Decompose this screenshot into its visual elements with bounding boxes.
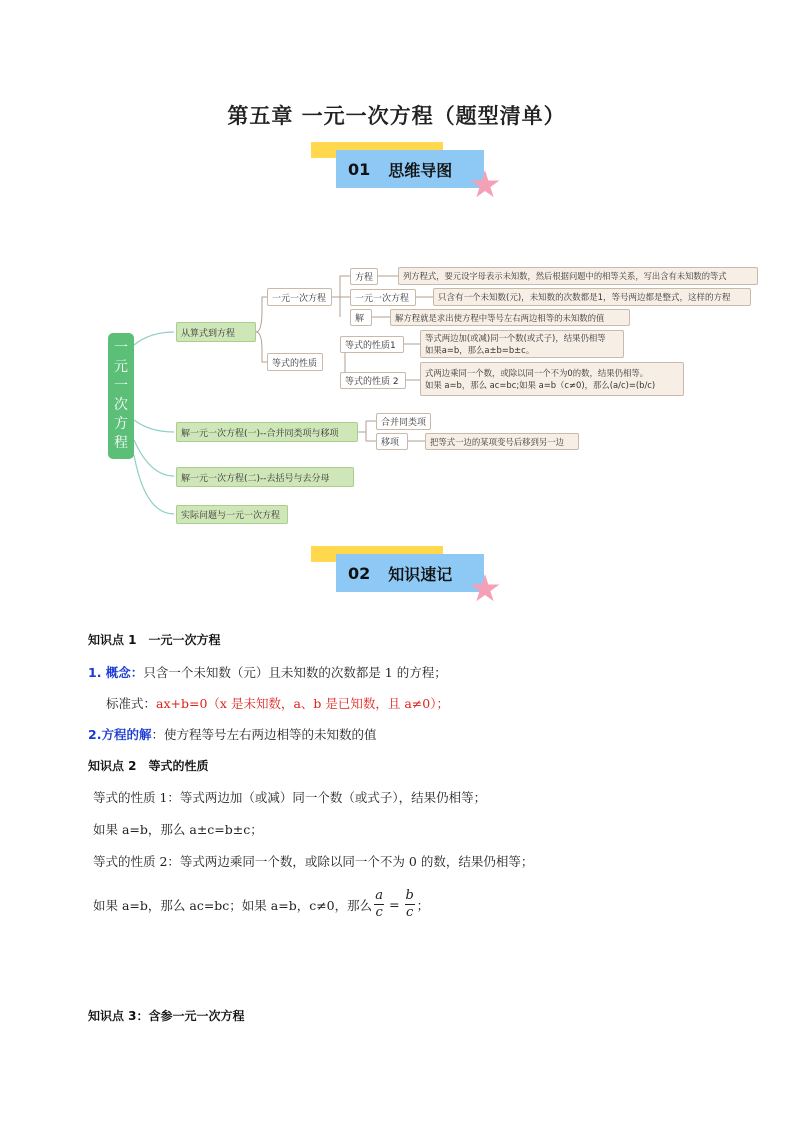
kp2-heading: 知识点 2 等式的性质 (88, 759, 209, 773)
desc-transpose: 把等式一边的某项变号后移到另一边 (425, 433, 579, 450)
branch-solve-2: 解一元一次方程(二)--去括号与去分母 (176, 467, 354, 487)
node-equality-properties: 等式的性质 (267, 353, 323, 371)
numerator: a (375, 888, 384, 903)
section-number: 02 (348, 563, 371, 583)
section-number: 01 (348, 159, 371, 179)
node-property-2: 等式的性质 2 (340, 372, 406, 389)
node-linear-equation-def: 一元一次方程 (350, 289, 416, 306)
kp2-line-4 (93, 888, 429, 921)
denominator: c (375, 905, 383, 920)
section-banner-02 (336, 554, 484, 592)
kp2-line-1: 等式的性质 1：等式两边加（或减）同一个数（或式子），结果仍相等； (93, 790, 487, 805)
kp1-concept (88, 663, 447, 681)
desc-property-1 (420, 330, 624, 358)
kp2-line-2: 如果 a=b，那么 a±c=b±c； (93, 822, 263, 837)
node-linear-equation: 一元一次方程 (267, 288, 332, 306)
root-char: 程 (114, 435, 128, 451)
mindmap-root (108, 333, 134, 459)
node-solution: 解 (350, 309, 372, 326)
line-end: ； (416, 897, 430, 913)
fraction-a-over-c (374, 888, 384, 921)
denominator: c (405, 905, 414, 920)
kp2-line-3: 等式的性质 2：等式两边乘同一个数，或除以同一个不为 0 的数，结果仍相等； (93, 854, 534, 869)
desc-line: 等式两边加(或减)同一个数(或式子)，结果仍相等 (425, 333, 606, 343)
section-label: 思维导图 (388, 160, 453, 180)
root-char: 方 (114, 416, 128, 432)
root-char: 元 (114, 359, 128, 375)
node-combine-like-terms: 合并同类项 (376, 413, 431, 430)
desc-linear-equation: 只含有一个未知数(元)，未知数的次数都是1，等号两边都是整式，这样的方程 (433, 288, 751, 306)
desc-property-2 (420, 362, 684, 396)
desc-line: 如果 a=b，那么 ac=bc;如果 a=b（c≠0)，那么(a/c)=(b/c) (425, 380, 656, 390)
node-equation: 方程 (350, 268, 378, 285)
concept-text: 只含一个未知数（元）且未知数的次数都是 1 的方程； (143, 665, 447, 680)
branch-solve-1: 解一元一次方程(一)--合并同类项与移项 (176, 422, 358, 442)
standard-label: 标准式： (106, 696, 157, 711)
kp1-solution (88, 725, 376, 743)
solution-label: 2.方程的解 (88, 727, 152, 742)
section-label: 知识速记 (388, 564, 453, 584)
branch-equation-from-expression: 从算式到方程 (176, 322, 256, 342)
desc-equation: 列方程式，要元设字母表示未知数，然后根据问题中的相等关系，写出含有未知数的等式 (398, 267, 758, 285)
kp1-standard-form (106, 694, 449, 712)
line-4-text: 如果 a=b，那么 ac=bc；如果 a=b，c≠0，那么 (93, 897, 373, 913)
node-property-1: 等式的性质1 (340, 336, 404, 353)
kp1-heading: 知识点 1 一元一次方程 (88, 633, 221, 647)
page-title: 第五章 一元一次方程（题型清单） (227, 104, 566, 128)
solution-text: ：使方程等号左右两边相等的未知数的值 (151, 727, 377, 742)
desc-line: 式两边乘同一个数，或除以同一个不为0的数，结果仍相等。 (425, 368, 649, 378)
node-transpose: 移项 (376, 433, 408, 450)
desc-solution: 解方程就是求出使方程中等号左右两边相等的未知数的值 (390, 309, 630, 326)
equals-sign: = (389, 897, 400, 912)
standard-text: ax+b=0（x 是未知数，a、b 是已知数，且 a≠0）； (156, 696, 449, 711)
kp3-heading: 知识点 3：含参一元一次方程 (88, 1009, 245, 1023)
numerator: b (405, 888, 414, 903)
root-char: 一 (114, 340, 128, 356)
root-char: 一 (114, 378, 128, 394)
root-char: 次 (114, 397, 128, 413)
branch-real-problems: 实际问题与一元一次方程 (176, 505, 288, 524)
fraction-b-over-c (405, 888, 415, 921)
desc-line: 如果a=b，那么a±b=b±c。 (425, 345, 535, 355)
concept-label: 1. 概念： (88, 665, 144, 680)
